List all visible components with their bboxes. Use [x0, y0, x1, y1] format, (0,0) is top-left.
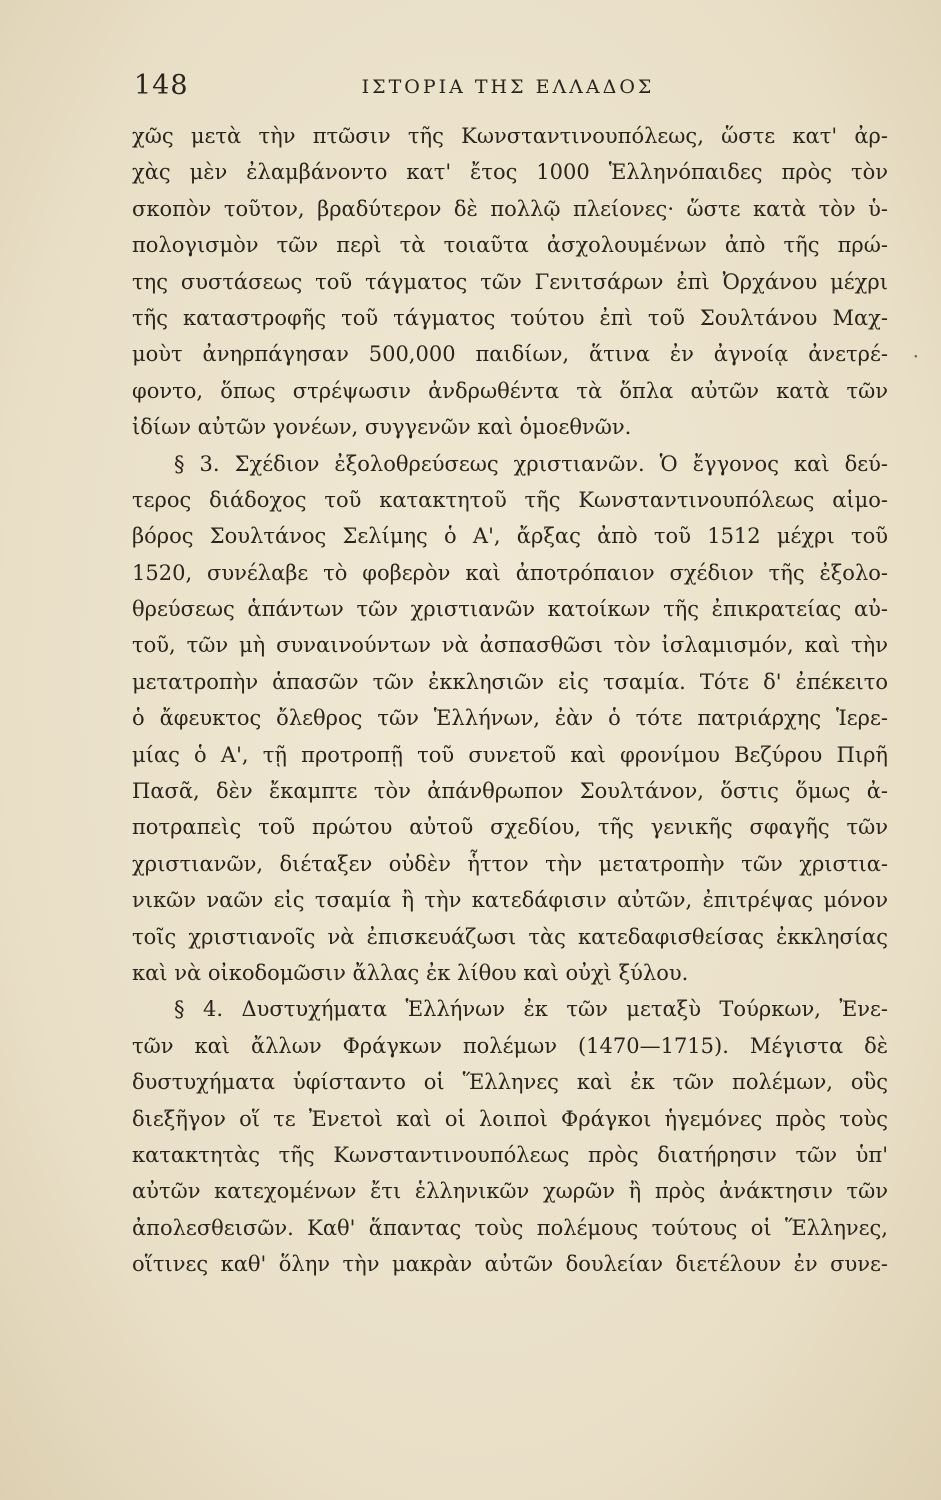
text-line: χὰς μὲν ἐλαμβάνοντο κατ' ἔτος 1000 Ἑλληνόπαιδες πρὸς τὸν: [132, 160, 888, 185]
text-line: θρεύσεως ἁπάντων τῶν χριστιανῶν κατοίκων τῆς ἐπικρατείας αὐ-: [132, 597, 888, 622]
text-line: τῶν καὶ ἄλλων Φράγκων πολέμων (1470—1715). Μέγιστα δὲ: [132, 1033, 888, 1058]
text-line: κατακτητὰς τῆς Κωνσταντινουπόλεως πρὸς διατήρησιν τῶν ὑπ': [132, 1142, 888, 1167]
text-line: οἵτινες καθ' ὅλην τὴν μακρὰν αὐτῶν δουλείαν διετέλουν ἐν συνε-: [132, 1252, 888, 1277]
body-text: [132, 118, 888, 1283]
text-line: αὐτῶν κατεχομένων ἔτι ἑλληνικῶν χωρῶν ἢ πρὸς ἀνάκτησιν τῶν: [132, 1179, 888, 1204]
text-line: § 3. Σχέδιον ἐξολοθρεύσεως χριστιανῶν. Ὁ ἔγγονος καὶ δεύ-: [174, 451, 888, 476]
text-line: πολογισμὸν τῶν περὶ τὰ τοιαῦτα ἀσχολουμένων ἀπὸ τῆς πρώ-: [132, 233, 888, 258]
text-line: Πασᾶ, δὲν ἔκαμπτε τὸν ἀπάνθρωπον Σουλτάνον, ὅστις ὅμως ἀ-: [132, 779, 888, 804]
page-number: 148: [134, 70, 189, 101]
text-line: σκοπὸν τοῦτον, βραδύτερον δὲ πολλῷ πλείονες· ὥστε κατὰ τὸν ὑ-: [132, 196, 888, 221]
text-line: δυστυχήματα ὑφίσταντο οἱ Ἕλληνες καὶ ἐκ τῶν πολέμων, οὓς: [132, 1070, 888, 1095]
text-line: φοντο, ὅπως στρέψωσιν ἀνδρωθέντα τὰ ὅπλα αὐτῶν κατὰ τῶν: [132, 378, 888, 403]
text-line: § 4. Δυστυχήματα Ἑλλήνων ἐκ τῶν μεταξὺ Τούρκων, Ἐνε-: [174, 997, 888, 1022]
text-line: καὶ νὰ οἰκοδομῶσιν ἄλλας ἐκ λίθου καὶ οὐχὶ ξύλου.: [132, 960, 689, 985]
text-line: τῆς καταστροφῆς τοῦ τάγματος τούτου ἐπὶ τοῦ Σουλτάνου Μαχ-: [132, 305, 888, 330]
text-line: μοὺτ ἀνηρπάγησαν 500,000 παιδίων, ἅτινα ἐν ἀγνοίᾳ ἀνετρέ-: [132, 342, 888, 367]
text-line: μετατροπὴν ἁπασῶν τῶν ἐκκλησιῶν εἰς τσαμία. Τότε δ' ἐπέκειτο: [132, 669, 888, 694]
text-line: διεξῆγον οἵ τε Ἐνετοὶ καὶ οἱ λοιποὶ Φράγκοι ἡγεμόνες πρὸς τοὺς: [132, 1106, 888, 1131]
text-line: τοῦ, τῶν μὴ συναινούντων νὰ ἀσπασθῶσι τὸν ἰσλαμισμόν, καὶ τὴν: [132, 633, 888, 658]
margin-mark: ·: [912, 344, 919, 368]
text-line: της συστάσεως τοῦ τάγματος τῶν Γενιτσάρων ἐπὶ Ὀρχάνου μέχρι: [132, 269, 888, 294]
text-line: ἀπολεσθεισῶν. Καθ' ἅπαντας τοὺς πολέμους τούτους οἱ Ἕλληνες,: [132, 1215, 888, 1240]
text-line: μίας ὁ Α', τῇ προτροπῇ τοῦ συνετοῦ καὶ φρονίμου Βεζύρου Πιρῆ: [132, 742, 888, 767]
text-line: τοῖς χριστιανοῖς νὰ ἐπισκευάζωσι τὰς κατεδαφισθείσας ἐκκλησίας: [132, 924, 888, 949]
page-header: [128, 66, 888, 106]
text-line: νικῶν ναῶν εἰς τσαμία ἢ τὴν κατεδάφισιν αὐτῶν, ἐπιτρέψας μόνον: [132, 888, 888, 913]
text-line: βόρος Σουλτάνος Σελίμης ὁ Α', ἄρξας ἀπὸ τοῦ 1512 μέχρι τοῦ: [132, 524, 888, 549]
text-line: ὁ ἄφευκτος ὄλεθρος τῶν Ἑλλήνων, ἐὰν ὁ τότε πατριάρχης Ἱερε-: [132, 706, 888, 731]
text-line: ποτραπεὶς τοῦ πρώτου αὐτοῦ σχεδίου, τῆς γενικῆς σφαγῆς τῶν: [132, 815, 888, 840]
text-line: τερος διάδοχος τοῦ κατακτητοῦ τῆς Κωνσταντινουπόλεως αἱμο-: [132, 487, 888, 512]
running-title: ΙΣΤΟΡΙΑ ΤΗΣ ΕΛΛΑΔΟΣ: [361, 76, 655, 98]
text-line: 1520, συνέλαβε τὸ φοβερὸν καὶ ἀποτρόπαιον σχέδιον τῆς ἐξολο-: [132, 560, 888, 585]
text-line: χριστιανῶν, διέταξεν οὐδὲν ἧττον τὴν μετατροπὴν τῶν χριστια-: [132, 851, 888, 876]
text-line: ἰδίων αὐτῶν γονέων, συγγενῶν καὶ ὁμοεθνῶν.: [132, 415, 632, 440]
text-line: χῶς μετὰ τὴν πτῶσιν τῆς Κωνσταντινουπόλεως, ὥστε κατ' ἀρ-: [132, 124, 888, 148]
